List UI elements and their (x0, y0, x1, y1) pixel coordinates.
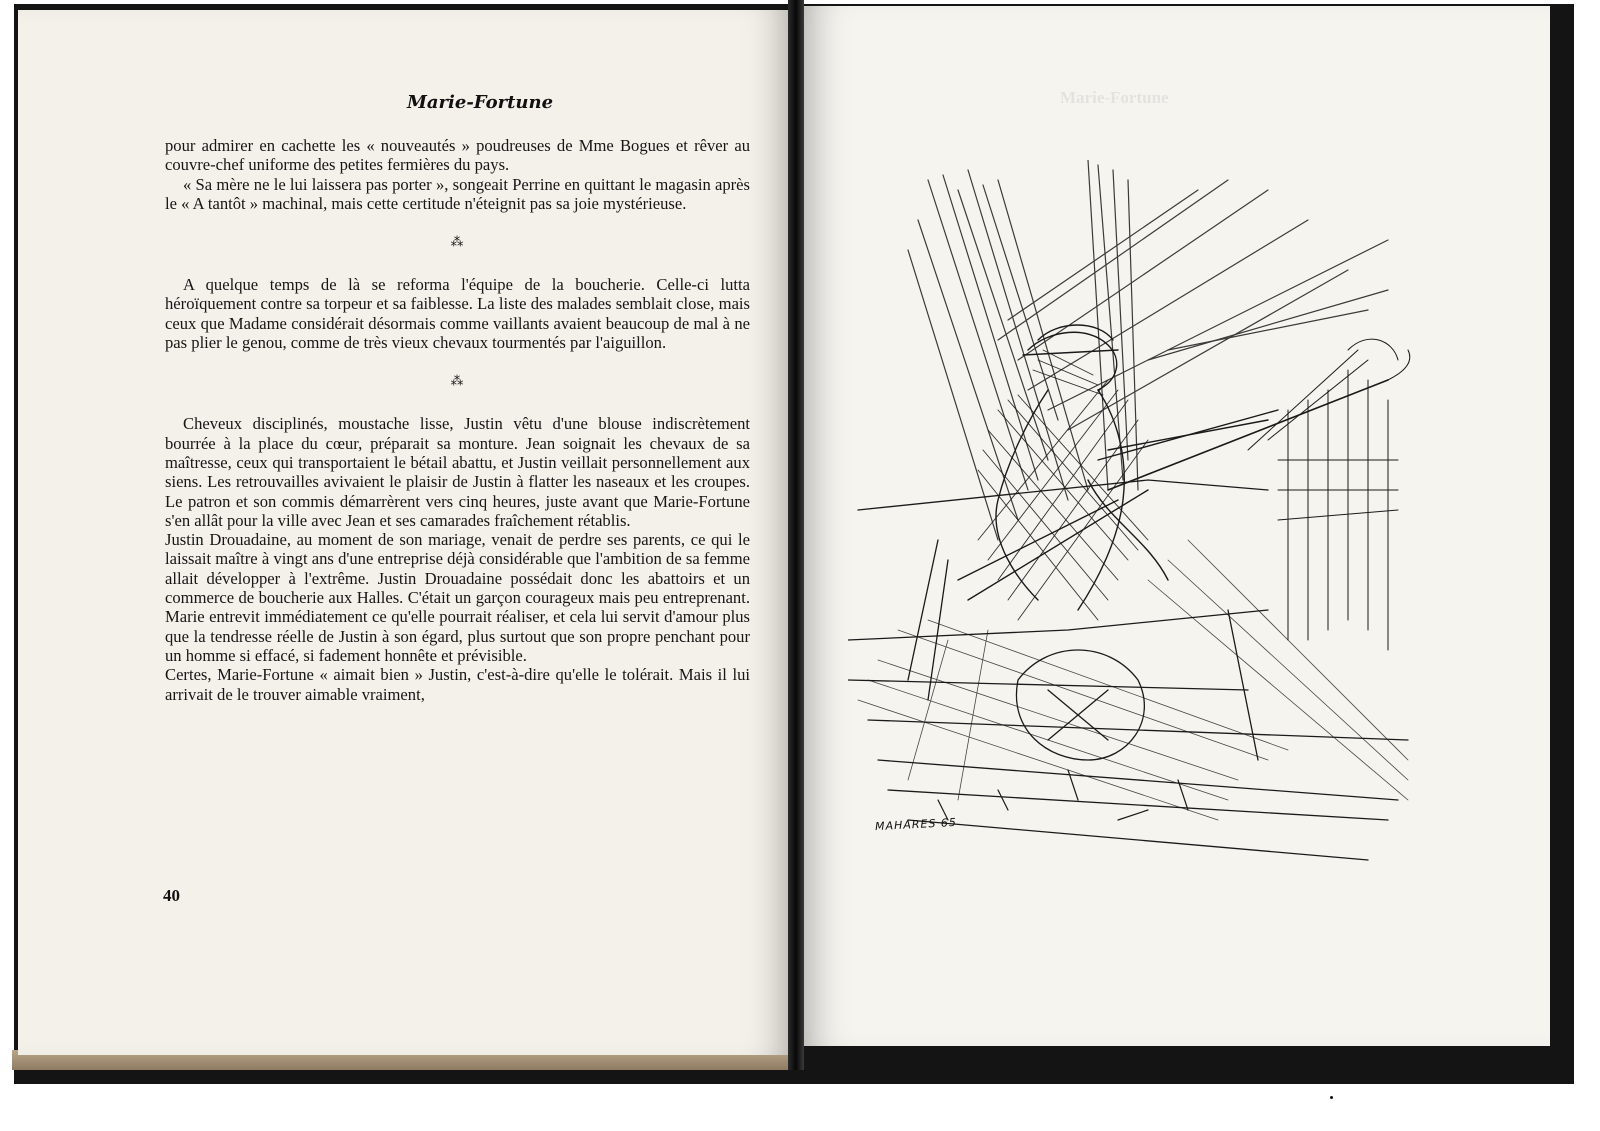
paragraph: Cheveux disciplinés, moustache lisse, Justin vêtu d'une blouse indiscrètement bourrée à la place du cœur, préparait sa monture. Jean soignait les chevaux de sa maîtresse, ceux qui transportaient le bétail abattu, et Justin veillait personnellement aux siens. Les retrouvailles avivaient le plaisir de Justin à flatter les naseaux et les croupes. Le patron et son commis démarrèrent vers cinq heures, juste avant que Marie-Fortune s'en allât pour la ville avec Jean et ses camarades fraîchement rétablis. (165, 414, 750, 530)
section-break: ⁂ (450, 373, 465, 389)
paragraph: Justin Drouadaine, au moment de son mariage, venait de perdre ses parents, ce qui le laissait maître à vingt ans d'une entreprise déjà considérable que l'ambition de sa femme allait développer à l'extrême. Justin Drouadaine possédait donc les abattoirs et un commerce de boucherie aux Halles. C'était un garçon courageux mais peu entreprenant. Marie entrevit immédiatement ce qu'elle pourrait réaliser, et cela lui servit d'amour plus que la tendresse réelle de Justin à son égard, plus surtout que son propre penchant pour un homme si effacé, si fadement honnête et prévisible. (165, 530, 750, 665)
artist-signature: MAHARES 65 (874, 815, 958, 834)
paragraph: pour admirer en cachette les « nouveautés » poudreuses de Mme Bogues et rêver au couvre-chef uniforme des petites fermières du pays. (165, 136, 750, 175)
body-text (165, 136, 750, 704)
ink-illustration (848, 160, 1428, 880)
ghost-running-head: Marie-Fortune (1060, 88, 1169, 107)
paragraph: Certes, Marie-Fortune « aimait bien » Justin, c'est-à-dire qu'elle le tolérait. Mais il lui arrivait de le trouver aimable vraiment, (165, 665, 750, 704)
speck (1330, 1096, 1333, 1099)
running-head: Marie-Fortune (406, 92, 554, 113)
paragraph: « Sa mère ne le lui laissera pas porter », songeait Perrine en quittant le magasin après le « A tantôt » machinal, mais cette certitude n'éteignit pas sa joie mystérieuse. (165, 174, 750, 213)
section-break: ⁂ (450, 234, 465, 250)
book-gutter (788, 0, 804, 1070)
paragraph: A quelque temps de là se reforma l'équipe de la boucherie. Celle-ci lutta héroïquement contre sa torpeur et sa faiblesse. La liste des malades semblait close, mais ceux que Madame considérait désormais comme vaillants avaient beaucoup de mal à ne pas plier le genou, comme de très vieux chevaux tourmentés par l'aiguillon. (165, 275, 750, 353)
page-number: 40 (163, 886, 180, 905)
